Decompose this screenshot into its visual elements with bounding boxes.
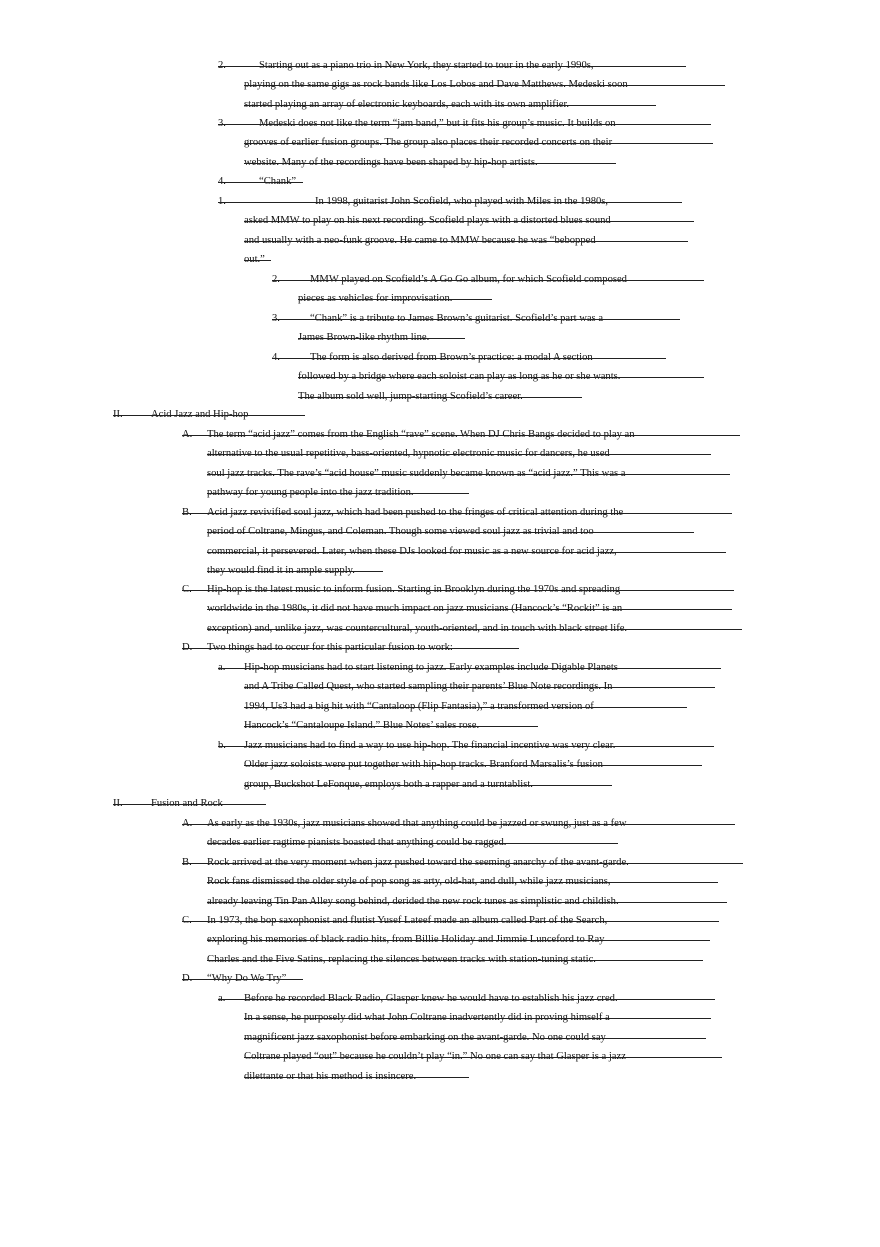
item-text-line: Acid jazz revivified soul jazz, which had been pushed to the fringes of critical attention during the: [207, 507, 624, 518]
item-marker: 3.: [218, 118, 226, 129]
item-marker: 3.: [272, 313, 280, 324]
item-text-line: alternative to the usual repetitive, bass-oriented, hypnotic electronic music for dancers, he used: [207, 448, 610, 460]
item-text-line: Hip-hop musicians had to start listening to jazz. Early examples include Digable Planets: [244, 662, 618, 673]
section-title: Fusion and Rock: [151, 798, 223, 809]
item-text-line: Rock fans dismissed the older style of pop song as arty, old-hat, and dull, while jazz musicians,: [207, 876, 611, 888]
item-text-line: commercial, it persevered. Later, when these DJs looked for music as a new source for acid jazz,: [207, 545, 617, 557]
item-text-line: In 1973, the bop saxophonist and flutist Yusef Lateef made an album called Part of the Search,: [207, 915, 608, 926]
item-text-line: The album sold well, jump-starting Scofield’s career.: [298, 390, 523, 402]
item-text-line: Hip-hop is the latest music to inform fusion. Starting in Brooklyn during the 1970s and spreading: [207, 584, 621, 595]
item-text-line: The form is also derived from Brown’s practice: a modal A section: [310, 352, 593, 363]
item-text-line: “Why Do We Try”: [207, 973, 287, 984]
item-marker: 4.: [218, 176, 226, 187]
item-text-line: started playing an array of electronic keyboards, each with its own amplifier.: [244, 98, 570, 110]
item-text-line: soul jazz tracks. The rave’s “acid house” music suddenly became known as “acid jazz.” This was a: [207, 467, 626, 479]
item-text-line: James Brown-like rhythm line.: [298, 332, 430, 344]
item-marker: 2.: [218, 60, 226, 71]
item-text-line: “Chank” is a tribute to James Brown’s guitarist. Scofield’s part was a: [310, 313, 604, 324]
item-text-line: period of Coltrane, Mingus, and Coleman. Though some viewed soul jazz as trivial and too: [207, 526, 594, 538]
item-text-line: Medeski does not like the term “jam band,” but it fits his group’s music. It builds on: [259, 118, 616, 129]
item-text-line: and A Tribe Called Quest, who started sampling their parents’ Blue Note recordings. In: [244, 681, 613, 693]
item-marker: b.: [218, 740, 226, 751]
item-text-line: dilettante or that his method is insincere.: [244, 1070, 417, 1082]
item-text-line: pieces as vehicles for improvisation.: [298, 293, 453, 305]
item-text-line: In a sense, he purposely did what John Coltrane inadvertently did in proving himself a: [244, 1012, 610, 1024]
item-marker: a.: [218, 993, 226, 1004]
section-numeral: II.: [113, 409, 123, 420]
item-marker: A.: [182, 429, 193, 440]
item-text-line: decades earlier ragtime pianists boasted that anything could be ragged.: [207, 837, 507, 849]
item-text-line: Coltrane played “out” because he couldn’t play “in.” No one can say that Glasper is a jazz: [244, 1051, 626, 1063]
section-title: Acid Jazz and Hip-hop: [151, 409, 249, 420]
item-text-line: Two things had to occur for this particular fusion to work:: [207, 642, 453, 653]
section-numeral: II.: [113, 798, 123, 809]
item-text-line: exploring his memories of black radio hits, from Billie Holiday and Jimmie Lunceford to Ray: [207, 934, 605, 946]
item-marker: D.: [182, 642, 193, 653]
item-text-line: already leaving Tin Pan Alley song behind, derided the new rock tunes as simplistic and childish.: [207, 895, 619, 907]
item-text-line: pathway for young people into the jazz tradition.: [207, 487, 414, 499]
item-text-line: worldwide in the 1980s, it did not have much impact on jazz musicians (Hancock’s “Rockit” is an: [207, 603, 623, 615]
item-text-line: they would find it in ample supply.: [207, 565, 355, 577]
item-text-line: website. Many of the recordings have been shaped by hip-hop artists.: [244, 156, 538, 168]
item-marker: a.: [218, 662, 226, 673]
item-text-line: followed by a bridge where each soloist can play as long as he or she wants.: [298, 371, 621, 383]
item-text-line: Jazz musicians had to find a way to use hip-hop. The financial incentive was very clear.: [244, 740, 616, 751]
item-marker: B.: [182, 857, 192, 868]
item-text-line: magnificent jazz saxophonist before embarking on the avant-garde. No one could say: [244, 1031, 606, 1043]
item-marker: 1.: [218, 196, 226, 207]
item-text-line: Hancock’s “Cantaloupe Island.” Blue Notes’ sales rose.: [244, 720, 480, 732]
item-marker: 2.: [272, 274, 280, 285]
item-text-line: grooves of earlier fusion groups. The group also places their recorded concerts on their: [244, 137, 613, 149]
item-text-line: Before he recorded Black Radio, Glasper knew he would have to establish his jazz cred.: [244, 993, 618, 1004]
item-text-line: Starting out as a piano trio in New York, they started to tour in the early 1990s,: [259, 60, 594, 71]
item-marker: B.: [182, 507, 192, 518]
item-text-line: Rock arrived at the very moment when jazz pushed toward the seeming anarchy of the avant-garde.: [207, 857, 629, 868]
item-text-line: “Chank”: [259, 176, 297, 187]
item-text-line: MMW played on Scofield’s A Go Go album, for which Scofield composed: [310, 274, 627, 285]
item-text-line: and usually with a neo-funk groove. He came to MMW because he was “bebopped: [244, 234, 596, 246]
item-marker: A.: [182, 818, 193, 829]
item-text-line: The term “acid jazz” comes from the English “rave” scene. When DJ Chris Bangs decided to play an: [207, 429, 635, 440]
item-text-line: asked MMW to play on his next recording. Scofield plays with a distorted blues sound: [244, 215, 611, 227]
item-text-line: As early as the 1930s, jazz musicians showed that anything could be jazzed or swung, just as a few: [207, 818, 627, 829]
item-marker: C.: [182, 584, 192, 595]
item-text-line: out.”: [244, 254, 265, 266]
item-text-line: In 1998, guitarist John Scofield, who played with Miles in the 1980s,: [315, 196, 609, 207]
item-text-line: playing on the same gigs as rock bands like Los Lobos and Dave Matthews. Medeski soon: [244, 79, 628, 91]
item-marker: 4.: [272, 352, 280, 363]
item-marker: D.: [182, 973, 193, 984]
item-text-line: Older jazz soloists were put together with hip-hop tracks. Branford Marsalis’s fusion: [244, 759, 603, 771]
item-marker: C.: [182, 915, 192, 926]
item-text-line: exception) and, unlike jazz, was countercultural, youth-oriented, and in touch with black street life.: [207, 622, 628, 634]
item-text-line: 1994, Us3 had a big hit with “Cantaloop (Flip Fantasia),” a transformed version of: [244, 700, 594, 712]
item-text-line: Charles and the Five Satins, replacing the silences between tracks with station-tuning static.: [207, 953, 596, 965]
item-text-line: group, Buckshot LeFonque, employs both a rapper and a turntablist.: [244, 778, 533, 790]
